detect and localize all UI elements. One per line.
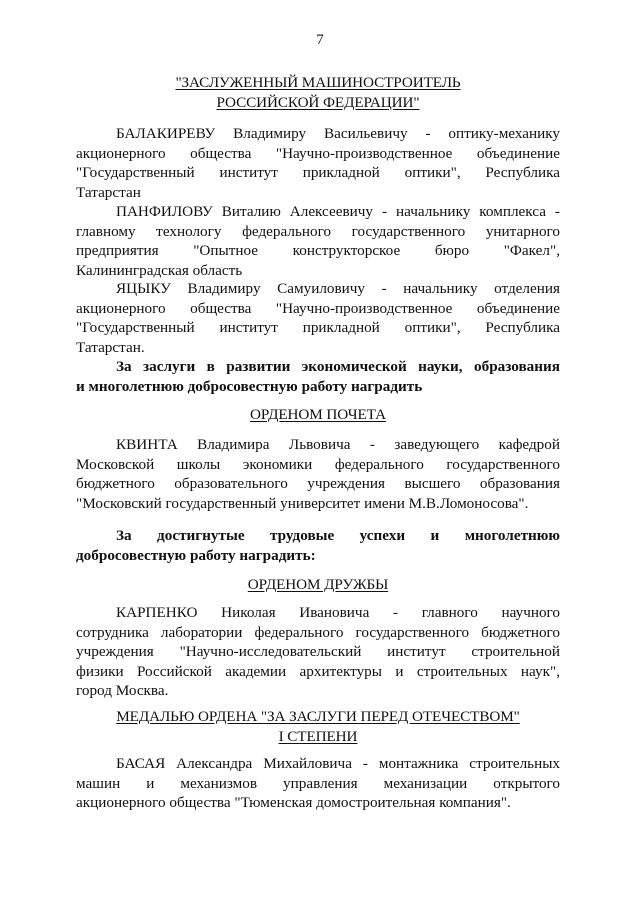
awardee-line: город Москва. — [76, 682, 169, 700]
awardee-line: бюджетного образовательного учреждения высшего образования — [76, 475, 560, 493]
awardee-panfilov — [76, 202, 560, 280]
awardee-line: акционерного общества "Научно-производственное объединение — [76, 144, 560, 162]
awardee-line: физики Российской академии архитектуры и строительных наук", — [76, 662, 560, 680]
section-title-line: ОРДЕНОМ ДРУЖБЫ — [247, 576, 389, 593]
awardee-line: "Московский государственный университет имени М.В.Ломоносова". — [76, 494, 529, 512]
section-title-line: МЕДАЛЬЮ ОРДЕНА "ЗА ЗАСЛУГИ ПЕРЕД ОТЕЧЕСТВОМ" — [116, 708, 520, 725]
page-number: 7 — [316, 32, 324, 48]
awardee-basaya — [76, 754, 560, 813]
awardee-line: ЯЦЫКУ Владимиру Самуиловичу - начальнику отделения — [116, 280, 560, 297]
decree-line: За заслуги в развитии экономической науки, образования — [116, 358, 560, 375]
awardee-line: Калининградская область — [76, 261, 243, 279]
section-title-line: I СТЕПЕНИ — [278, 727, 358, 745]
awardee-line: предприятия "Опытное конструкторское бюро "Факел", — [76, 242, 560, 260]
awardee-yatsyk — [76, 279, 560, 357]
awardee-line: "Государственный институт прикладной оптики", Республика — [76, 164, 560, 182]
section-title-order-of-honor — [76, 405, 560, 425]
decree-line: добросовестную работу наградить: — [76, 546, 316, 564]
awardee-line: сотрудника лаборатории федерального государственного бюджетного — [76, 623, 560, 641]
awardee-line: акционерного общества "Тюменская домостроительная компания". — [76, 794, 511, 812]
awardee-line: "Государственный институт прикладной оптики", Республика — [76, 319, 560, 337]
awardee-line: ПАНФИЛОВУ Виталию Алексеевичу - начальнику комплекса - — [116, 203, 560, 220]
awardee-karpenko — [76, 603, 560, 701]
awardee-line: главному технологу федерального государственного унитарного — [76, 222, 560, 240]
section-title-line: ОРДЕНОМ ПОЧЕТА — [250, 406, 386, 423]
awardee-line: БАСАЯ Александра Михайловича - монтажника строительных — [116, 755, 560, 772]
decree-labor-success — [76, 526, 560, 565]
awardee-line: учреждения "Научно-исследовательский институт строительной — [76, 643, 560, 661]
awardee-line: КВИНТА Владимира Львовича - заведующего кафедрой — [116, 436, 560, 453]
awardee-line: Татарстан. — [76, 338, 145, 356]
awardee-line: Московской школы экономики федерального государственного — [76, 455, 560, 473]
decree-line: За достигнутые трудовые успехи и многолетнюю — [116, 527, 560, 544]
section-title-medal-fatherland — [76, 707, 560, 746]
awardee-line: БАЛАКИРЕВУ Владимиру Васильевичу - оптику-механику — [116, 125, 560, 142]
awardee-kvint — [76, 435, 560, 513]
awardee-line: Татарстан — [76, 183, 141, 201]
section-title-line: РОССИЙСКОЙ ФЕДЕРАЦИИ" — [216, 93, 420, 111]
awardee-balakirev — [76, 124, 560, 202]
decree-line: и многолетнюю добросовестную работу наградить — [76, 377, 423, 395]
section-title-line: "ЗАСЛУЖЕННЫЙ МАШИНОСТРОИТЕЛЬ — [175, 74, 461, 91]
section-title-honored-engineer — [76, 73, 560, 112]
awardee-line: машин и механизмов управления механизации открытого — [76, 774, 560, 792]
section-title-order-of-friendship — [76, 575, 560, 595]
decree-economics — [76, 357, 560, 396]
awardee-line: акционерного общества "Научно-производственное объединение — [76, 299, 560, 317]
awardee-line: КАРПЕНКО Николая Ивановича - главного научного — [116, 604, 560, 621]
